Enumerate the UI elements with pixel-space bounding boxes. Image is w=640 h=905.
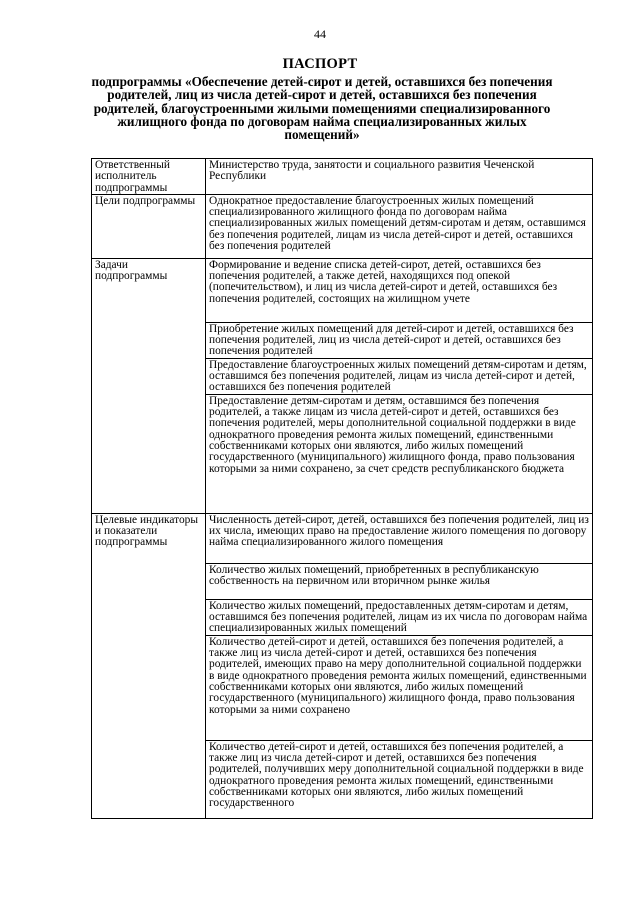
indicator-item: Количество жилых помещений, приобретенных в республиканскую собственность на первичном или вторичном рынке жилья bbox=[206, 563, 593, 599]
row-label-goals: Цели подпрограммы bbox=[92, 194, 206, 258]
row-value-goals: Однократное предоставление благоустроенных жилых помещений специализированного жилищного фонда по договорам найма специализированных жилых помещений детям-сиротам и детям, оставшимся без попечения родителей, лицам из числа детей-сирот и детей, оставшихся без попечения родителей bbox=[206, 194, 593, 258]
document-subtitle: подпрограммы «Обеспечение детей-сирот и детей, оставшихся без попечения родителей, лиц из числа детей-сирот и детей, оставшихся без попечения родителей, благоустроенными жилыми помещениями специализированного жилищного фонда по договорам найма специализированных жилых помещений» bbox=[91, 74, 553, 143]
row-value-executor: Министерство труда, занятости и социального развития Чеченской Республики bbox=[206, 159, 593, 195]
table-row-executor bbox=[92, 159, 593, 195]
document-title: ПАСПОРТ bbox=[282, 56, 358, 72]
row-label-indicators: Целевые индикаторы и показатели подпрограммы bbox=[92, 513, 206, 818]
task-item: Предоставление детям-сиротам и детям, оставшимся без попечения родителей, а также лицам из числа детей-сирот и детей, оставшихся без попечения родителей, меры дополнительной социальной поддержки в виде однократного проведения ремонта жилых помещений, единственными собственниками которых они являются, либо жилых помещений государственного (муниципального) жилищного фонда, право пользования которыми за ними сохранено, за счет средств республиканского бюджета bbox=[206, 394, 593, 513]
table-row-task-1 bbox=[92, 258, 593, 322]
task-item: Формирование и ведение списка детей-сирот, детей, оставшихся без попечения родителей, а также детей, находящихся под опекой (попечительством), и лиц из числа детей-сирот и детей, оставшихся без попечения родителей, состоящих на жилищном учете bbox=[206, 258, 593, 322]
task-item: Предоставление благоустроенных жилых помещений детям-сиротам и детям, оставшимся без попечения родителей, лицам из числа детей-сирот и детей, оставшихся без попечения родителей bbox=[206, 358, 593, 394]
page-number: 44 bbox=[314, 27, 326, 41]
passport-table bbox=[91, 158, 593, 819]
indicator-item: Численность детей-сирот, детей, оставшихся без попечения родителей, лиц из их числа, имеющих право на предоставление жилого помещения по договору найма специализированного жилого помещения bbox=[206, 513, 593, 563]
indicator-item: Количество жилых помещений, предоставленных детям-сиротам и детям, оставшимся без попечения родителей, лицам из их числа по договорам найма специализированных жилых помещений bbox=[206, 599, 593, 635]
task-item: Приобретение жилых помещений для детей-сирот и детей, оставшихся без попечения родителей, лиц из числа детей-сирот и детей, оставшихся без попечения родителей bbox=[206, 322, 593, 358]
row-label-executor: Ответственный исполнитель подпрограммы bbox=[92, 159, 206, 195]
row-label-tasks: Задачи подпрограммы bbox=[92, 258, 206, 513]
table-row-indicator-1 bbox=[92, 513, 593, 563]
table-row-goals bbox=[92, 194, 593, 258]
indicator-item: Количество детей-сирот и детей, оставшихся без попечения родителей, а также лиц из числа детей-сирот и детей, оставшихся без попечения родителей, получивших меру дополнительной социальной поддержки в виде однократного проведения ремонта жилых помещений, единственными собственниками которых они являются, либо жилых помещений государственного bbox=[206, 740, 593, 818]
indicator-item: Количество детей-сирот и детей, оставшихся без попечения родителей, а также лиц из числа детей-сирот и детей, оставшихся без попечения родителей, имеющих право на меру дополнительной социальной поддержки в виде однократного проведения ремонта жилых помещений, единственными собственниками которых они являются, либо жилых помещений государственного (муниципального) жилищного фонда, право пользования которыми за ними сохранено bbox=[206, 635, 593, 740]
